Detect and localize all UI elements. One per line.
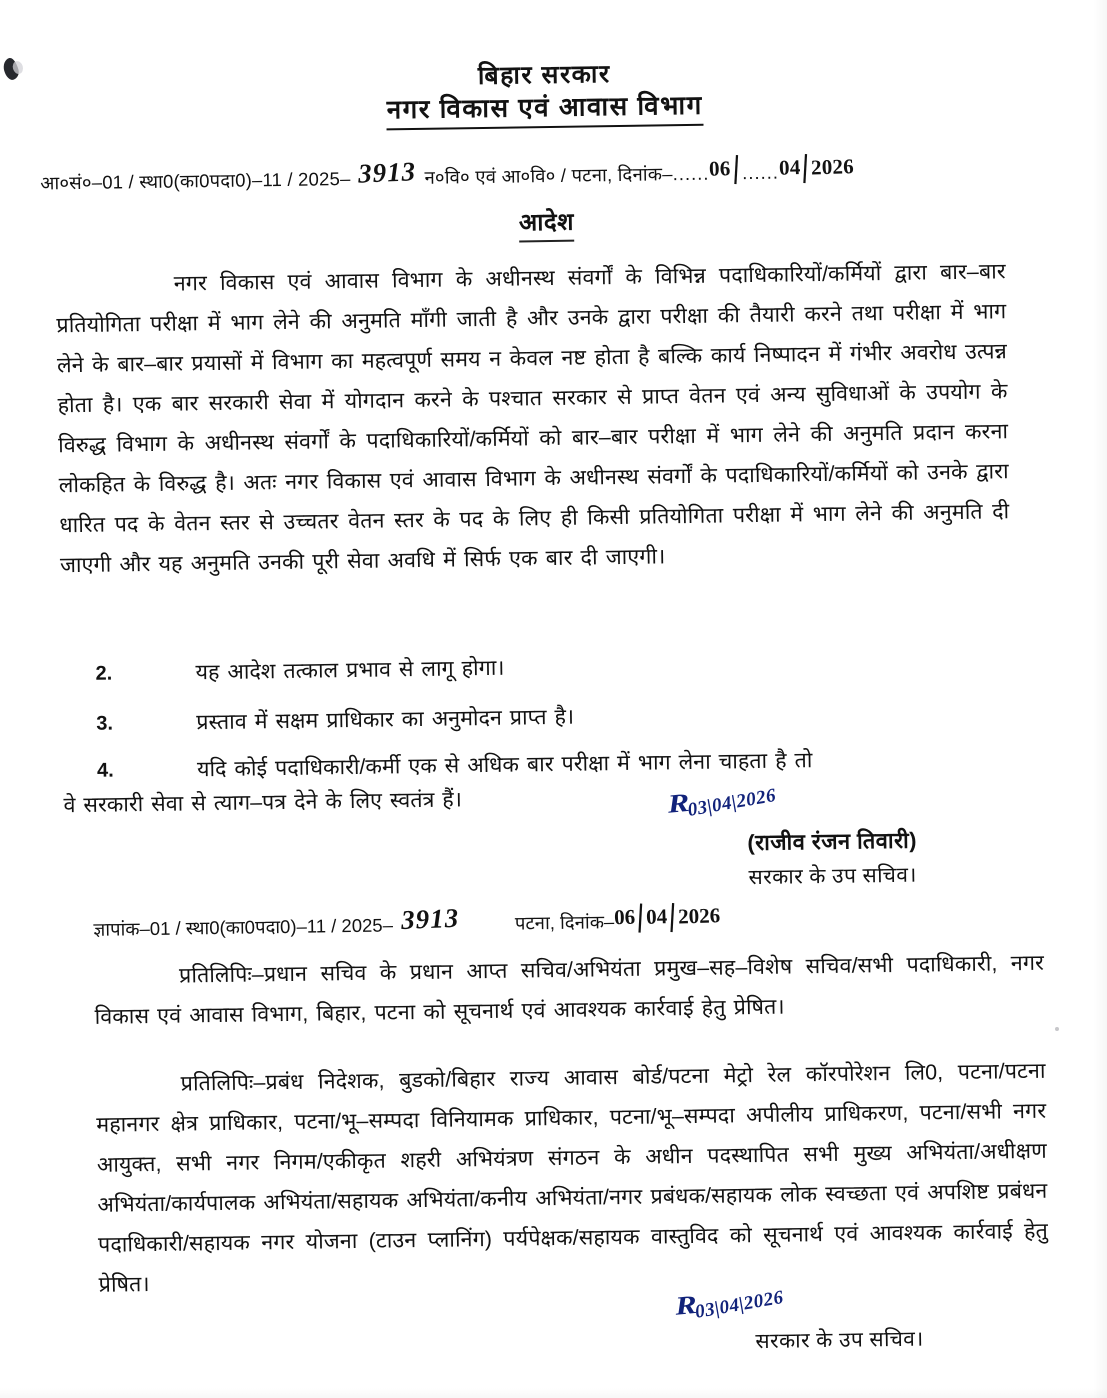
numbered-item-2 xyxy=(95,641,995,692)
memo-date-day: 06 xyxy=(613,904,636,930)
memo-date-year: 2026 xyxy=(677,903,721,929)
signature-initial-bottom: R xyxy=(674,1289,697,1321)
reference-date-day: 06 xyxy=(708,156,732,181)
item-4-text: यदि कोई पदाधिकारी/कर्मी एक से अधिक बार परीक्षा में भाग लेना चाहता है तो xyxy=(196,748,813,782)
body-paragraph: नगर विकास एवं आवास विभाग के अधीनस्थ संवर्गों के विभिन्न पदाधिकारियों/कर्मियों द्वारा बार–बार प्रतियोगिता परीक्षा में भाग लेने की अनुमति माँगी जाती है और उनके द्वारा परीक्षा की तैयारी करने तथा परीक्षा में भाग लेने के बार–बार प्रयासों में विभाग का महत्वपूर्ण समय न केवल नष्ट होता है बल्कि कार्य निष्पादन में गंभीर अवरोध उत्पन्न होता है। एक बार सरकारी सेवा में योगदान करने के पश्चात सरकार से प्राप्त वेतन एवं अन्य सुविधाओं के उपयोग के विरुद्ध विभाग के अधीनस्थ संवर्गों के पदाधिकारियों/कर्मियों को बार–बार परीक्षा में भाग लेने की अनुमति प्रदान करना लोकहित के विरुद्ध है। अतः नगर विकास एवं आवास विभाग के अधीनस्थ संवर्गों के पदाधिकारियों/कर्मियों को उनके द्वारा धारित पद के वेतन स्तर से उच्चतर वेतन स्तर के पद के लिए ही किसी प्रतियोगिता परीक्षा में भाग लेने की अनुमति दी जाएगी और यह अनुमति उनकी पूरी सेवा अवधि में सिर्फ एक बार दी जाएगी। xyxy=(56,259,1010,578)
signature-date-bottom: 03|04|2026 xyxy=(693,1286,786,1323)
item-4-number: 4. xyxy=(96,759,114,782)
numbered-item-4 xyxy=(97,738,1027,790)
signatory-designation: सरकार के उप सचिव। xyxy=(748,863,917,890)
signatory-name: (राजीव रंजन तिवारी) xyxy=(747,827,918,856)
copy-to-text-2: प्रबंध निदेशक, बुडको/बिहार राज्य आवास बोर्ड/पटना मेट्रो रेल कॉरपोरेशन लि0, पटना/पटना महानगर क्षेत्र प्राधिकार, पटना/भू–सम्पदा विनियामक प्राधिकार, पटना/भू–सम्पदा अपीलीय प्राधिकरण, पटना/सभी नगर आयुक्त, सभी नगर निगम/एकीकृत शहरी अभियंत्रण संगठन के अधीन पदस्थापित सभी मुख्य अभियंता/अधीक्षण अभियंता/कार्यपालक अभियंता/सहायक अभियंता/कनीय अभियंता/नगर प्रबंधक/सहायक लोक स्वच्छता एवं अपशिष्ट प्रबंधन पदाधिकारी/सहायक नगर योजना (टाउन प्लानिंग) पर्यपेक्षक/सहायक वास्तुविद को सूचनार्थ एवं आवश्यक कार्रवाई हेतु प्रेषित। xyxy=(96,1058,1049,1297)
item-2-number: 2. xyxy=(95,662,113,685)
memo-handwritten-number: 3913 xyxy=(400,902,460,936)
item-3-text: प्रस्ताव में सक्षम प्राधिकार का अनुमोदन प्राप्त है। xyxy=(196,704,575,735)
reference-date-month: 04 xyxy=(778,155,801,180)
signature-block xyxy=(622,823,1043,893)
reference-line xyxy=(40,147,1070,196)
memo-prefix: ज्ञापांक–01 / स्था0(का0पदा0)–11 / 2025– xyxy=(93,914,394,940)
department-title: नगर विकास एवं आवास विभाग xyxy=(386,89,703,130)
copy-to-text-1: प्रधान सचिव के प्रधान आप्त सचिव/अभियंता प्रमुख–सह–विशेष सचिव/सभी पदाधिकारी, नगर विकास एवं आवास विभाग, बिहार, पटना को सूचनार्थ एवं आवश्यक कार्रवाई हेतु प्रेषित। xyxy=(94,950,1045,1029)
copy-to-label-2: प्रतिलिपिः– xyxy=(180,1070,266,1096)
copy-to-block-2 xyxy=(95,1051,1048,1305)
signature-date-top: 03|04|2026 xyxy=(685,784,778,821)
reference-suffix: न०वि० एवं आ०वि० / पटना, दिनांक– xyxy=(424,163,673,188)
memo-place-label: पटना, दिनांक– xyxy=(514,911,615,934)
copy-to-block-1 xyxy=(94,943,1045,1037)
numbered-item-3 xyxy=(96,691,996,742)
government-title: बिहार सरकार xyxy=(477,60,611,91)
reference-handwritten-number: 3913 xyxy=(357,156,417,189)
memo-date-month: 04 xyxy=(645,904,668,929)
handwritten-signature-top xyxy=(668,777,777,819)
reference-dots-2: ...... xyxy=(741,161,780,184)
order-heading-container xyxy=(0,197,1100,250)
reference-date-year: 2026 xyxy=(811,154,855,180)
document-header xyxy=(0,52,1098,136)
reference-dots-1: ...... xyxy=(672,162,710,185)
memo-spacer xyxy=(467,930,515,931)
signature-initial-top: R xyxy=(666,787,690,819)
copy-to-label-1: प्रतिलिपिः– xyxy=(178,962,265,988)
reference-prefix: आ०सं०–01 / स्था0(का0पदा0)–11 / 2025– xyxy=(40,167,351,194)
footer-designation: सरकार के उप सचिव। xyxy=(755,1327,924,1354)
memo-line xyxy=(93,897,1083,943)
item-3-number: 3. xyxy=(96,712,114,735)
numbered-item-4-continuation: वे सरकारी सेवा से त्याग–पत्र देने के लिए स्वतंत्र हैं। xyxy=(63,787,463,818)
order-heading: आदेश xyxy=(519,205,575,243)
item-2-text: यह आदेश तत्काल प्रभाव से लागू होगा। xyxy=(195,655,505,685)
scan-speck-artifact xyxy=(1055,1027,1059,1031)
